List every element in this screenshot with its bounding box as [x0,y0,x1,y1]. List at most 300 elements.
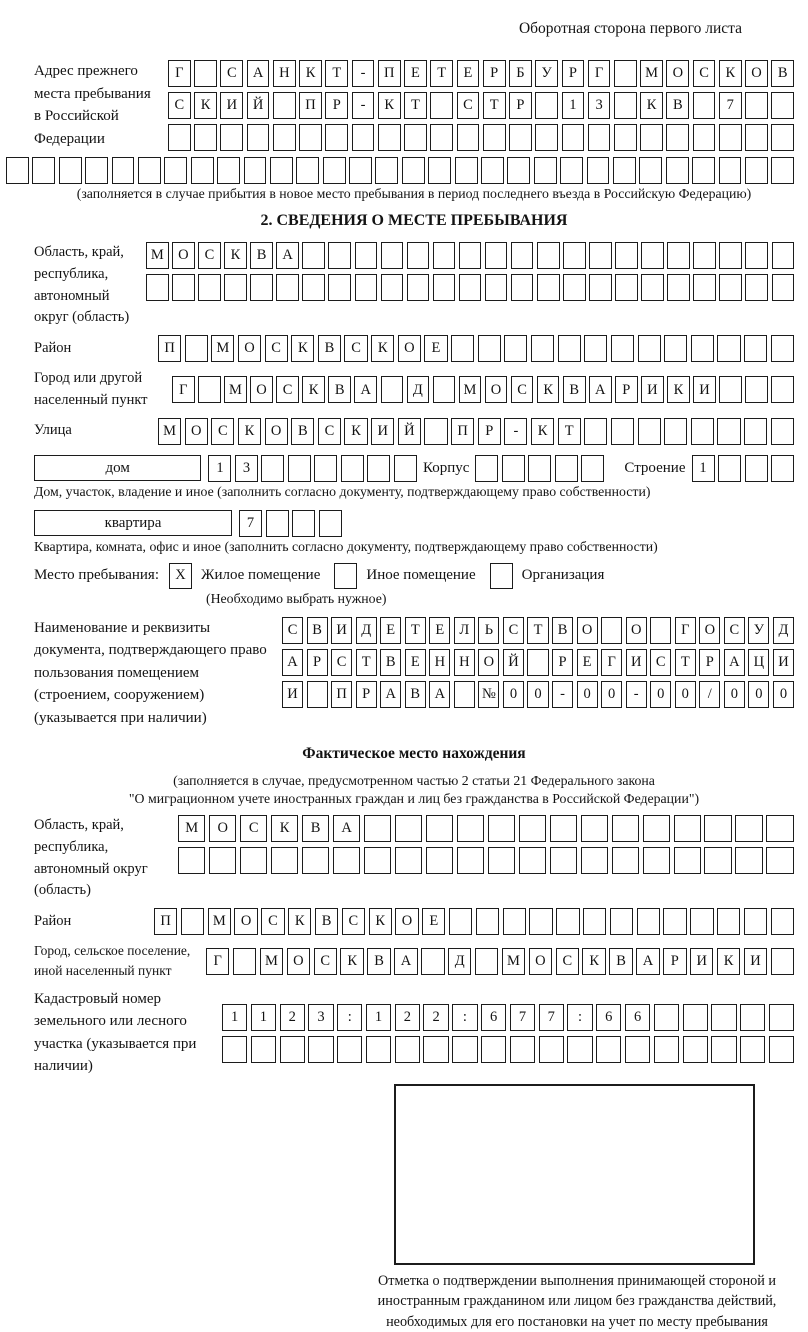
char-box[interactable]: М [260,948,283,975]
char-box[interactable]: В [315,908,338,935]
checkbox-inoe[interactable] [334,563,357,589]
char-box[interactable] [222,1036,247,1063]
char-box[interactable] [683,1004,708,1031]
char-box[interactable] [704,815,731,842]
char-box[interactable]: - [352,92,375,119]
char-box[interactable] [395,847,422,874]
char-box[interactable] [528,455,551,482]
char-box[interactable]: : [337,1004,362,1031]
gorod-row[interactable] [172,376,794,403]
char-box[interactable]: 6 [596,1004,621,1031]
char-box[interactable] [509,124,532,151]
char-box[interactable]: К [717,948,740,975]
char-box[interactable]: К [537,376,560,403]
char-box[interactable] [407,242,430,269]
char-box[interactable] [614,92,637,119]
char-box[interactable] [556,908,579,935]
char-box[interactable]: И [331,617,352,644]
char-box[interactable] [641,242,664,269]
char-box[interactable]: С [511,376,534,403]
char-box[interactable]: 6 [481,1004,506,1031]
char-box[interactable]: К [667,376,690,403]
char-box[interactable] [717,418,740,445]
char-box[interactable] [319,510,342,537]
char-box[interactable]: А [394,948,417,975]
char-box[interactable]: Ц [748,649,769,676]
char-box[interactable]: О [234,908,257,935]
char-box[interactable]: Д [407,376,430,403]
char-box[interactable] [719,376,742,403]
char-box[interactable] [666,124,689,151]
char-box[interactable] [641,274,664,301]
char-box[interactable] [430,124,453,151]
char-box[interactable]: А [636,948,659,975]
char-box[interactable]: С [261,908,284,935]
char-box[interactable] [511,274,534,301]
char-box[interactable]: В [380,649,401,676]
char-box[interactable]: К [238,418,261,445]
char-box[interactable] [402,157,425,184]
char-box[interactable]: 1 [692,455,715,482]
char-box[interactable]: И [282,681,303,708]
char-box[interactable]: 0 [773,681,794,708]
char-box[interactable]: Р [356,681,377,708]
char-box[interactable] [337,1036,362,1063]
char-box[interactable] [407,274,430,301]
char-box[interactable] [233,948,256,975]
prev-address-row4[interactable] [6,157,794,184]
char-box[interactable] [503,908,526,935]
char-box[interactable] [612,847,639,874]
char-box[interactable] [172,274,195,301]
char-box[interactable]: Г [588,60,611,87]
char-box[interactable] [581,815,608,842]
char-box[interactable] [613,157,636,184]
char-box[interactable]: С [282,617,303,644]
char-box[interactable]: 0 [724,681,745,708]
char-box[interactable] [717,908,740,935]
char-box[interactable] [194,124,217,151]
char-box[interactable]: Т [325,60,348,87]
char-box[interactable]: М [640,60,663,87]
char-box[interactable]: М [158,418,181,445]
char-box[interactable] [292,510,315,537]
char-box[interactable]: И [744,948,767,975]
char-box[interactable] [457,124,480,151]
char-box[interactable]: П [331,681,352,708]
char-box[interactable]: 3 [235,455,258,482]
char-box[interactable] [744,908,767,935]
char-box[interactable]: К [224,242,247,269]
char-box[interactable] [537,242,560,269]
char-box[interactable] [771,455,794,482]
char-box[interactable] [563,274,586,301]
char-box[interactable]: О [699,617,720,644]
char-box[interactable]: А [354,376,377,403]
char-box[interactable] [247,124,270,151]
char-box[interactable] [404,124,427,151]
char-box[interactable] [683,1036,708,1063]
char-box[interactable] [745,376,768,403]
char-box[interactable] [719,157,742,184]
char-box[interactable] [185,335,208,362]
char-box[interactable] [426,815,453,842]
char-box[interactable] [488,815,515,842]
char-box[interactable]: Д [773,617,794,644]
char-box[interactable] [308,1036,333,1063]
char-box[interactable] [478,335,501,362]
char-box[interactable]: 0 [675,681,696,708]
char-box[interactable] [276,274,299,301]
char-box[interactable] [519,815,546,842]
char-box[interactable] [581,455,604,482]
char-box[interactable] [771,124,794,151]
char-box[interactable]: Р [325,92,348,119]
char-box[interactable] [191,157,214,184]
char-box[interactable]: О [626,617,647,644]
char-box[interactable] [333,847,360,874]
char-box[interactable] [455,157,478,184]
char-box[interactable]: П [451,418,474,445]
char-box[interactable] [32,157,55,184]
char-box[interactable] [666,157,689,184]
char-box[interactable]: К [302,376,325,403]
char-box[interactable] [519,847,546,874]
char-box[interactable] [745,92,768,119]
char-box[interactable] [638,418,661,445]
char-box[interactable]: Е [424,335,447,362]
char-box[interactable] [502,455,525,482]
char-box[interactable] [6,157,29,184]
char-box[interactable] [555,455,578,482]
char-box[interactable]: И [773,649,794,676]
char-box[interactable] [611,418,634,445]
char-box[interactable] [771,157,794,184]
char-box[interactable]: С [276,376,299,403]
char-box[interactable] [220,124,243,151]
char-box[interactable] [355,242,378,269]
char-box[interactable] [270,157,293,184]
char-box[interactable] [771,908,794,935]
char-box[interactable]: У [748,617,769,644]
char-box[interactable]: Р [562,60,585,87]
char-box[interactable] [740,1036,765,1063]
char-box[interactable] [550,815,577,842]
char-box[interactable] [535,124,558,151]
char-box[interactable] [394,455,417,482]
char-box[interactable]: Т [558,418,581,445]
char-box[interactable]: 0 [503,681,524,708]
char-box[interactable]: Н [429,649,450,676]
char-box[interactable] [584,418,607,445]
char-box[interactable] [560,157,583,184]
char-box[interactable]: М [211,335,234,362]
char-box[interactable]: / [699,681,720,708]
char-box[interactable] [643,847,670,874]
char-box[interactable] [454,681,475,708]
char-box[interactable] [583,908,606,935]
char-box[interactable] [719,274,742,301]
char-box[interactable] [692,157,715,184]
char-box[interactable] [615,274,638,301]
char-box[interactable] [424,418,447,445]
char-box[interactable]: М [146,242,169,269]
char-box[interactable]: В [250,242,273,269]
char-box[interactable]: Ь [478,617,499,644]
char-box[interactable] [299,124,322,151]
char-box[interactable]: С [650,649,671,676]
char-box[interactable]: - [552,681,573,708]
char-box[interactable]: С [318,418,341,445]
char-box[interactable] [596,1036,621,1063]
char-box[interactable]: 1 [366,1004,391,1031]
char-box[interactable] [217,157,240,184]
char-box[interactable] [693,242,716,269]
char-box[interactable] [667,274,690,301]
char-box[interactable]: П [378,60,401,87]
char-box[interactable] [481,1036,506,1063]
char-box[interactable]: № [478,681,499,708]
prev-address-row2[interactable] [168,92,794,119]
char-box[interactable] [550,847,577,874]
char-box[interactable] [772,242,795,269]
char-box[interactable] [693,274,716,301]
raion-row[interactable] [158,335,794,362]
char-box[interactable] [280,1036,305,1063]
char-box[interactable]: К [291,335,314,362]
char-box[interactable]: С [211,418,234,445]
char-box[interactable] [476,908,499,935]
char-box[interactable] [423,1036,448,1063]
char-box[interactable]: К [719,60,742,87]
char-box[interactable] [164,157,187,184]
char-box[interactable] [663,908,686,935]
char-box[interactable] [527,649,548,676]
char-box[interactable] [769,1004,794,1031]
document-row2[interactable] [282,649,794,676]
char-box[interactable]: 6 [625,1004,650,1031]
char-box[interactable] [766,847,793,874]
char-box[interactable]: 2 [280,1004,305,1031]
char-box[interactable]: 1 [562,92,585,119]
char-box[interactable] [625,1036,650,1063]
char-box[interactable]: П [299,92,322,119]
char-box[interactable]: Г [675,617,696,644]
char-box[interactable]: С [344,335,367,362]
char-box[interactable] [587,157,610,184]
char-box[interactable]: И [641,376,664,403]
char-box[interactable] [273,124,296,151]
char-box[interactable] [718,455,741,482]
char-box[interactable] [85,157,108,184]
char-box[interactable]: Р [663,948,686,975]
char-box[interactable] [296,157,319,184]
char-box[interactable]: 7 [539,1004,564,1031]
char-box[interactable]: Р [478,418,501,445]
char-box[interactable] [433,274,456,301]
char-box[interactable]: О [745,60,768,87]
char-box[interactable]: В [291,418,314,445]
char-box[interactable] [581,847,608,874]
char-box[interactable]: О [172,242,195,269]
char-box[interactable] [638,335,661,362]
char-box[interactable] [367,455,390,482]
char-box[interactable]: Т [675,649,696,676]
char-box[interactable] [601,617,622,644]
char-box[interactable]: В [405,681,426,708]
char-box[interactable]: Р [552,649,573,676]
char-box[interactable]: К [299,60,322,87]
char-box[interactable] [178,847,205,874]
char-box[interactable]: 7 [239,510,262,537]
char-box[interactable] [240,847,267,874]
char-box[interactable] [690,908,713,935]
char-box[interactable] [433,242,456,269]
char-box[interactable]: И [626,649,647,676]
char-box[interactable] [664,335,687,362]
char-box[interactable] [428,157,451,184]
document-row1[interactable] [282,617,794,644]
char-box[interactable] [483,124,506,151]
char-box[interactable] [59,157,82,184]
char-box[interactable] [504,335,527,362]
char-box[interactable] [719,242,742,269]
char-box[interactable]: В [609,948,632,975]
char-box[interactable]: 0 [650,681,671,708]
char-box[interactable] [457,847,484,874]
char-box[interactable]: В [563,376,586,403]
char-box[interactable]: В [318,335,341,362]
char-box[interactable] [314,455,337,482]
char-box[interactable]: С [556,948,579,975]
char-box[interactable] [198,376,221,403]
char-box[interactable] [112,157,135,184]
char-box[interactable] [273,92,296,119]
char-box[interactable]: Е [422,908,445,935]
kvartira-boxes[interactable] [239,510,342,537]
char-box[interactable] [451,335,474,362]
char-box[interactable] [745,274,768,301]
char-box[interactable]: Т [527,617,548,644]
char-box[interactable]: О [185,418,208,445]
char-box[interactable] [349,157,372,184]
factual-gorod-row[interactable] [206,948,794,975]
char-box[interactable] [198,274,221,301]
char-box[interactable]: 2 [423,1004,448,1031]
char-box[interactable] [674,815,701,842]
char-box[interactable] [475,948,498,975]
char-box[interactable]: О [209,815,236,842]
oblast-row1[interactable] [146,242,794,269]
char-box[interactable]: Т [404,92,427,119]
char-box[interactable] [610,908,633,935]
char-box[interactable]: 1 [251,1004,276,1031]
char-box[interactable] [244,157,267,184]
char-box[interactable] [433,376,456,403]
char-box[interactable] [449,908,472,935]
char-box[interactable]: М [502,948,525,975]
char-box[interactable]: Е [429,617,450,644]
char-box[interactable] [650,617,671,644]
char-box[interactable]: Е [405,649,426,676]
char-box[interactable]: О [398,335,421,362]
char-box[interactable] [481,157,504,184]
char-box[interactable] [421,948,444,975]
char-box[interactable]: О [529,948,552,975]
char-box[interactable]: К [340,948,363,975]
char-box[interactable]: С [342,908,365,935]
char-box[interactable]: : [452,1004,477,1031]
char-box[interactable]: К [582,948,605,975]
char-box[interactable]: Н [273,60,296,87]
char-box[interactable]: 1 [222,1004,247,1031]
char-box[interactable]: И [693,376,716,403]
char-box[interactable] [378,124,401,151]
char-box[interactable] [146,274,169,301]
char-box[interactable] [704,847,731,874]
char-box[interactable] [381,274,404,301]
char-box[interactable]: Й [247,92,270,119]
char-box[interactable] [355,274,378,301]
char-box[interactable] [457,815,484,842]
char-box[interactable]: Е [404,60,427,87]
char-box[interactable]: К [371,335,394,362]
char-box[interactable] [711,1004,736,1031]
char-box[interactable] [510,1036,535,1063]
char-box[interactable]: 0 [577,681,598,708]
char-box[interactable]: И [690,948,713,975]
factual-oblast-row1[interactable] [178,815,794,842]
char-box[interactable] [307,681,328,708]
char-box[interactable] [693,124,716,151]
char-box[interactable] [511,242,534,269]
char-box[interactable]: Б [509,60,532,87]
char-box[interactable]: О [478,649,499,676]
char-box[interactable] [588,124,611,151]
char-box[interactable] [667,242,690,269]
kadastr-row2[interactable] [222,1036,794,1063]
char-box[interactable]: О [666,60,689,87]
char-box[interactable]: С [724,617,745,644]
char-box[interactable]: : [567,1004,592,1031]
char-box[interactable]: В [666,92,689,119]
char-box[interactable] [745,455,768,482]
char-box[interactable]: Г [172,376,195,403]
char-box[interactable] [735,847,762,874]
char-box[interactable] [664,418,687,445]
char-box[interactable]: А [282,649,303,676]
char-box[interactable] [766,815,793,842]
char-box[interactable] [251,1036,276,1063]
char-box[interactable]: К [531,418,554,445]
char-box[interactable] [717,335,740,362]
char-box[interactable]: Р [615,376,638,403]
char-box[interactable] [209,847,236,874]
char-box[interactable] [459,274,482,301]
char-box[interactable]: О [395,908,418,935]
checkbox-zhiloe[interactable]: X [169,563,192,589]
char-box[interactable] [615,242,638,269]
char-box[interactable]: С [198,242,221,269]
char-box[interactable] [181,908,204,935]
factual-oblast-row2[interactable] [178,847,794,874]
char-box[interactable]: Г [206,948,229,975]
char-box[interactable] [261,455,284,482]
char-box[interactable] [563,242,586,269]
char-box[interactable] [539,1036,564,1063]
char-box[interactable]: Р [509,92,532,119]
char-box[interactable] [584,335,607,362]
